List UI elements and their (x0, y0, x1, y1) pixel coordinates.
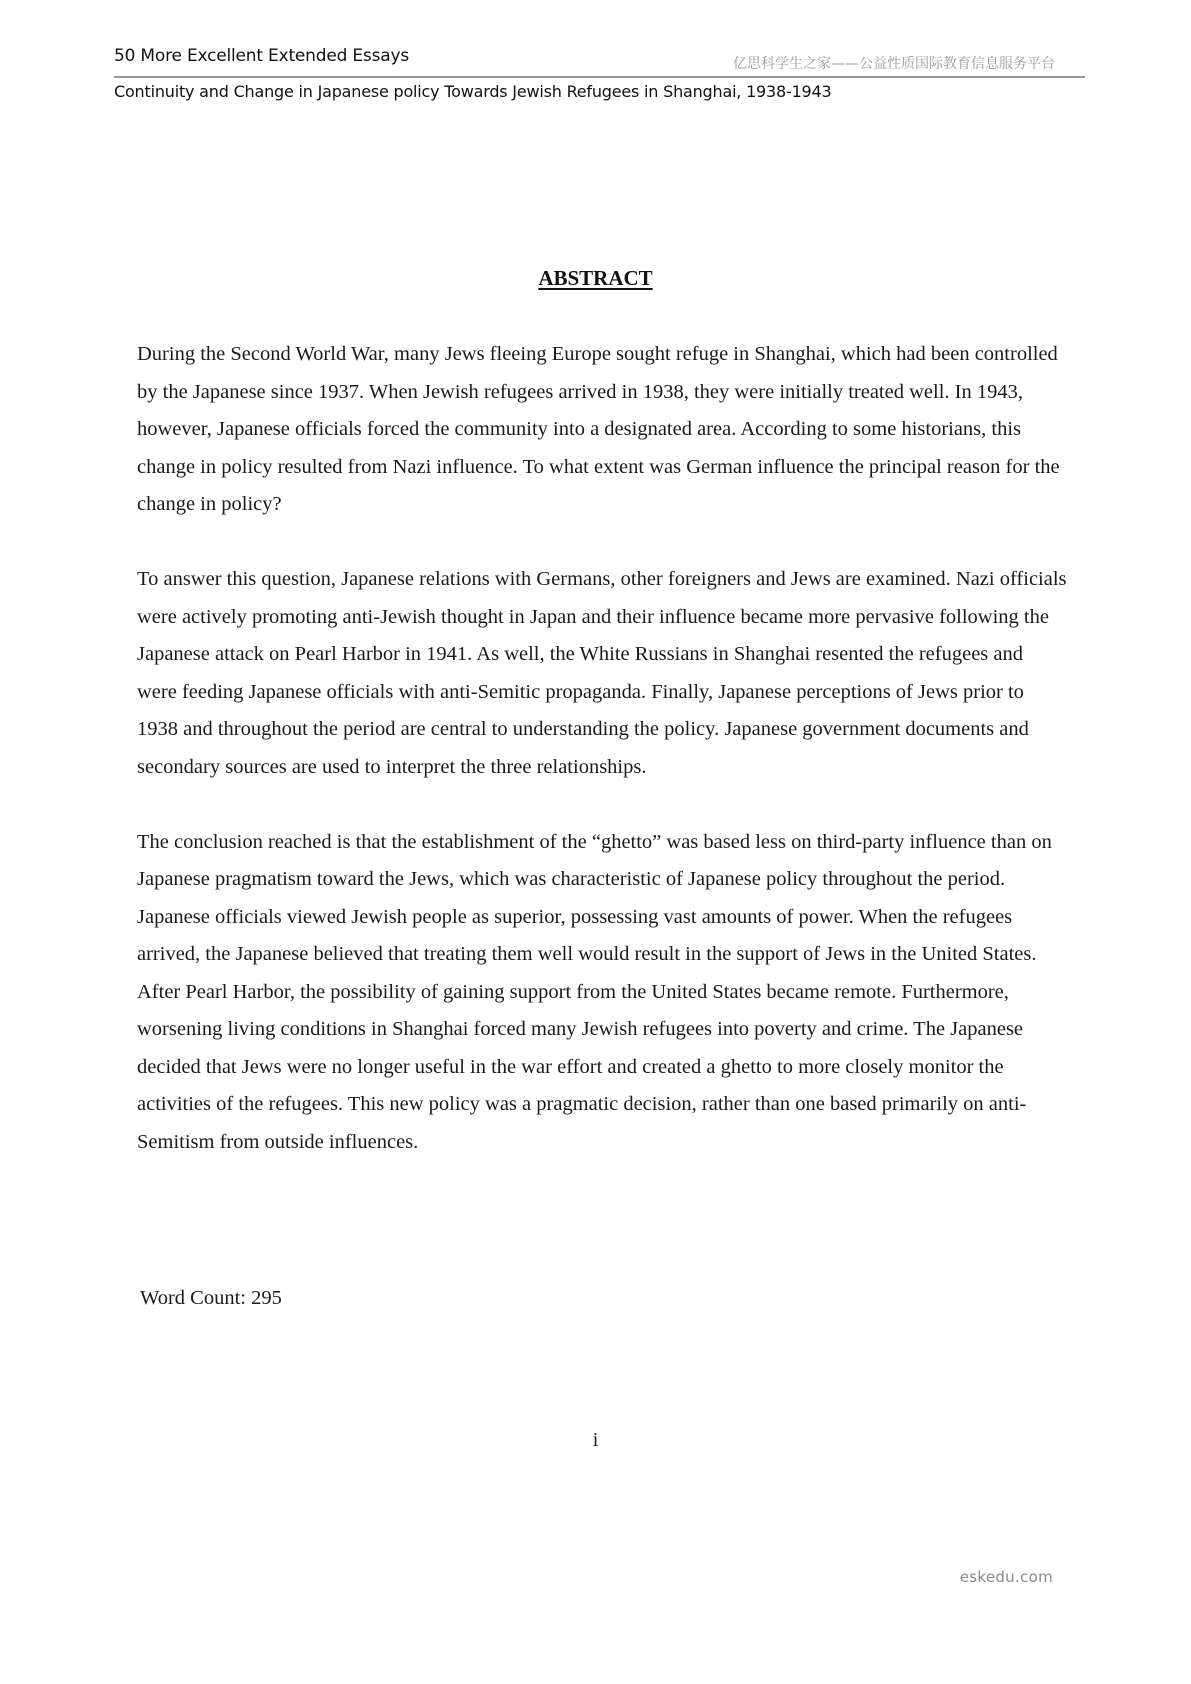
abstract-paragraph: During the Second World War, many Jews fleeing Europe sought refuge in Shanghai, which had been controlled by the Japanese since 1937. When Jewish refugees arrived in 1938, they were initially treated well. In 1943, however, Japanese officials forced the community into a designated area. According to some historians, this change in policy resulted from Nazi influence. To what extent was German influence the principal reason for the change in policy? (137, 343, 1060, 515)
page-number: i (592, 1429, 599, 1451)
abstract-paragraph: The conclusion reached is that the establishment of the “ghetto” was based less on third-party influence than on Japanese pragmatism toward the Jews, which was characteristic of Japanese policy throughout the period. Japanese officials viewed Jewish people as superior, possessing vast amounts of power. When the refugees arrived, the Japanese believed that treating them well would result in the support of Jews in the United States. After Pearl Harbor, the possibility of gaining support from the United States became remote. Furthermore, worsening living conditions in Shanghai forced many Jewish refugees into poverty and crime. The Japanese decided that Jews were no longer useful in the war effort and created a ghetto to more closely monitor the activities of the refugees. This new policy was a pragmatic decision, rather than one based primarily on anti-Semitism from outside influences. (137, 830, 1052, 1153)
abstract-paragraph: To answer this question, Japanese relations with Germans, other foreigners and Jews are examined. Nazi officials were actively promoting anti-Jewish thought in Japan and their influence became more pervasive following the Japanese attack on Pearl Harbor in 1941. As well, the White Russians in Shanghai resented the refugees and were feeding Japanese officials with anti-Semitic propaganda. Finally, Japanese perceptions of Jews prior to 1938 and throughout the period are central to understanding the policy. Japanese government documents and secondary sources are used to interpret the three relationships. (137, 568, 1067, 778)
collection-title: 50 More Excellent Extended Essays (114, 46, 409, 66)
page-header (114, 46, 1085, 78)
site-slogan: 亿思科学生之家——公益性质国际教育信息服务平台 (733, 56, 1055, 72)
footer-site-name: eskedu.com (959, 1568, 1053, 1586)
essay-running-title: Continuity and Change in Japanese policy Towards Jewish Refugees in Shanghai, 1938-1943 (114, 82, 832, 101)
abstract-body (137, 336, 1067, 1199)
abstract-heading: ABSTRACT (538, 266, 653, 290)
word-count: Word Count: 295 (140, 1287, 282, 1309)
